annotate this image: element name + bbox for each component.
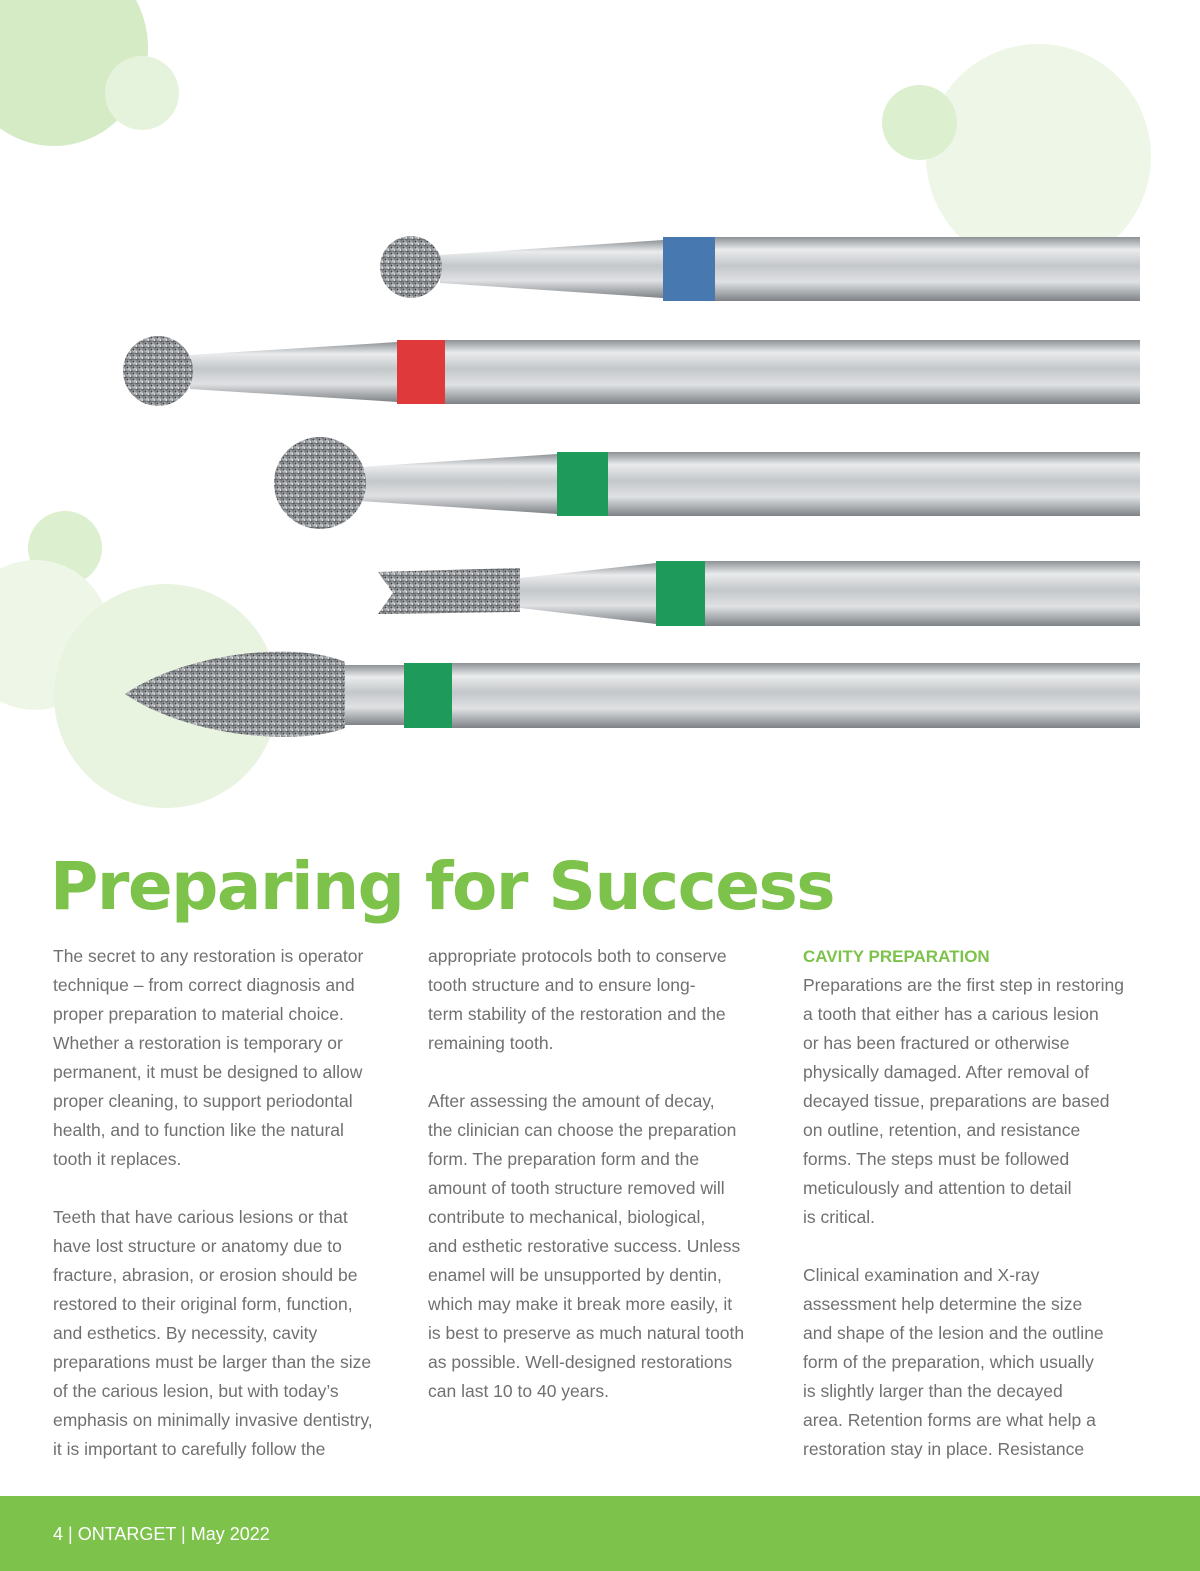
bur-red-band xyxy=(123,336,1140,406)
section-heading: CAVITY PREPARATION xyxy=(803,947,990,966)
bur-green-band xyxy=(274,437,1140,529)
article-column-2 xyxy=(428,942,776,1435)
paragraph: After assessing the amount of decay, the clinician can choose the preparation form. The preparation form and the amount of tooth structure removed will contribute to mechanical, biological, and esthetic restorative success. Unless enamel will be unsupported by dentin, which may make it break more easily, it is best to preserve as much natural tooth as possible. Well-designed restorations can last 10 to 40 years. xyxy=(428,1091,745,1401)
article-title: Preparing for Success xyxy=(50,848,835,925)
paragraph: appropriate protocols both to conserve tooth structure and to ensure long- term stability of the restoration and the remaining tooth. xyxy=(428,946,727,1053)
paragraph: Preparations are the first step in restoring a tooth that either has a carious lesion or has been fractured or otherwise physically damaged. After removal of decayed tissue, preparations are based on outline, retention, and resistance forms. The steps must be followed meticulously and attention to detail is critical. xyxy=(803,975,1124,1227)
bur-green-band xyxy=(125,652,1140,737)
paragraph: Teeth that have carious lesions or that have lost structure or anatomy due to fracture, abrasion, or erosion should be restored to their original form, function, and esthetics. By necessity, cavity preparations must be larger than the size of the carious lesion, but with today’s emphasis on minimally invasive dentistry, it is important to carefully follow the xyxy=(53,1207,373,1459)
bur-green-band xyxy=(378,561,1140,626)
article-column-3 xyxy=(803,942,1151,1493)
paragraph: Clinical examination and X-ray assessment help determine the size and shape of the lesion and the outline form of the preparation, which usually is slightly larger than the decayed area. Retention forms are what help a restoration stay in place. Resistance xyxy=(803,1265,1104,1459)
footer-page-info: 4 | ONTARGET | May 2022 xyxy=(53,1524,270,1544)
bur-blue-band xyxy=(380,236,1140,301)
article-column-1 xyxy=(53,942,401,1493)
paragraph: The secret to any restoration is operator technique – from correct diagnosis and proper preparation to material choice. Whether a restoration is temporary or permanent, it must be designed to allow proper cleaning, to support periodontal health, and to function like the natural tooth it replaces. xyxy=(53,946,364,1169)
